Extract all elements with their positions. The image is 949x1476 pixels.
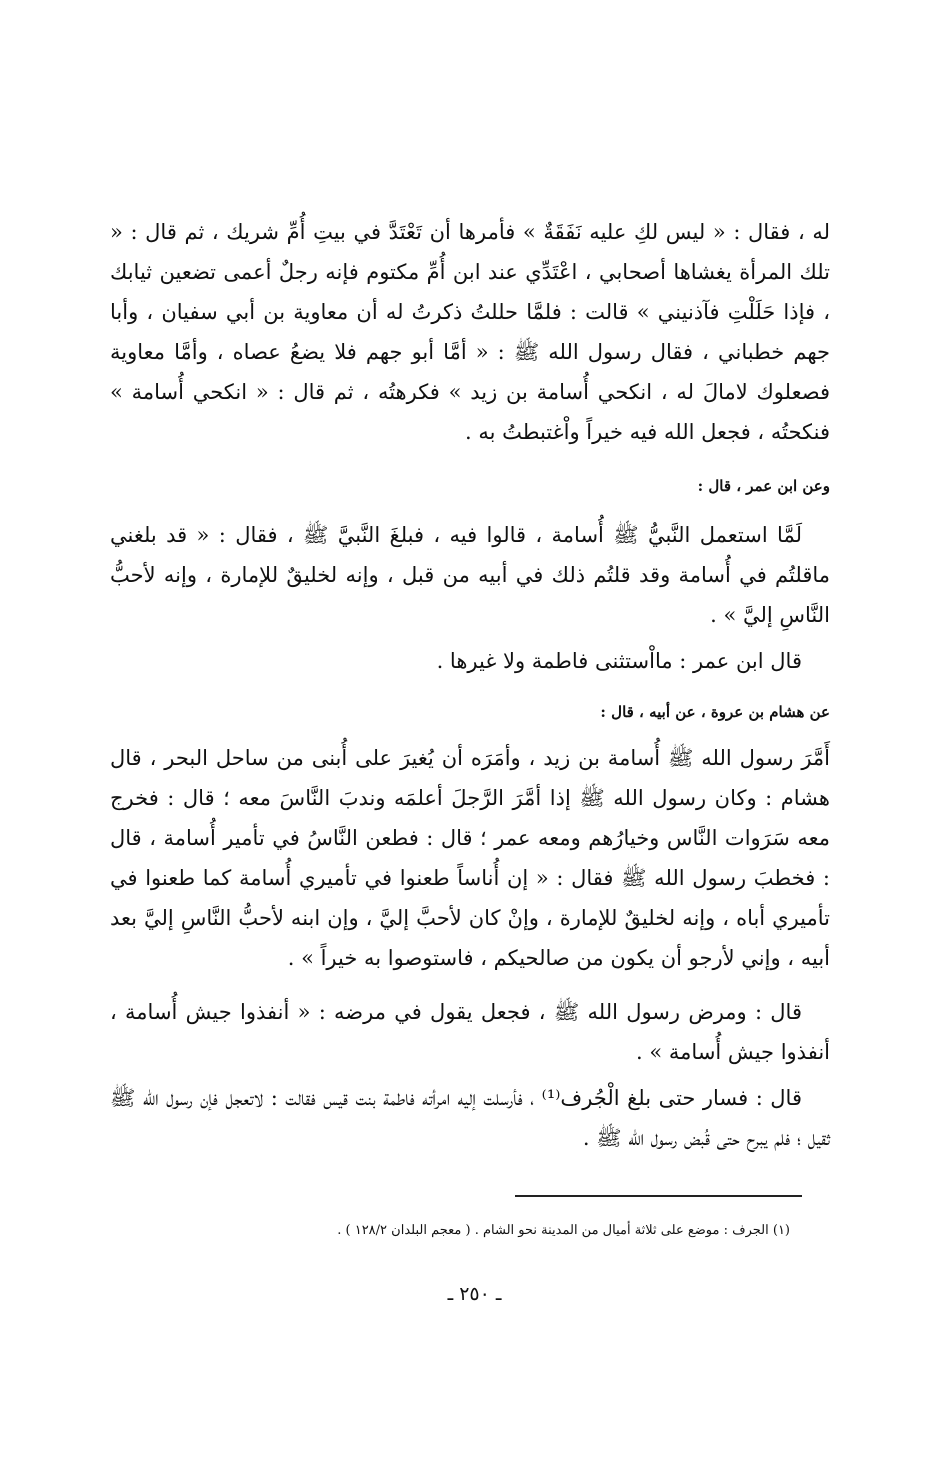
paragraph-jurf: قال : فسار حتى بلغ الْجُرف⁽¹⁾ ، فأرسلت إليه امرأته فاطمة بنت قيس فقالت : لاتعجل فإن رسول الله ﷺ ثقيل ؛ فلم يبرح حتى قُبض رسول الله ﷺ . [110,1086,830,1150]
paragraph-illness: قال : ومرض رسول الله ﷺ ، فجعل يقول في مرضه : « أنفذوا جيش أُسامة ، أنفذوا جيش أُسامة » . [110,1000,830,1064]
paragraph-usama-appointment: لَمَّا استعمل النَّبيُّ ﷺ أُسامة ، قالوا فيه ، فبلغَ النَّبيَّ ﷺ ، فقال : « قد بلغني ماقلتُم في أُسامة وقد قلتُم ذلك في أبيه من قبل ، وإنه لخليقٌ للإمارة ، وإنه لأحبُّ النَّاسِ إليَّ » . [110,523,830,627]
paragraph-fatima-bint-qays: له ، فقال : « ليس لكِ عليه نَفَقَةٌ » فأمرها أن تَعْتَدَّ في بيتِ أُمِّ شريك ، ثم قال : « تلك المرأة يغشاها أصحابي ، اعْتَدِّي عند ابن أُمِّ مكتوم فإنه رجلٌ أعمى تضعين ثيابك ، فإذا حَلَلْتِ فآذنيني » قالت : فلمَّا حللتُ ذكرتُ له أن معاوية بن أبي سفيان ، وأبا جهم خطباني ، فقال رسول الله ﷺ : « أمَّا أبو جهم فلا يضعُ عصاه ، وأمَّا معاوية فصعلوك لامالَ له ، انكحي أُسامة بن زيد » فكرهتُه ، ثم قال : « انكحي أُسامة » فنكحتُه ، فجعل الله فيه خيراً واْغتبطتُ به . [110,220,830,444]
paragraph-ibn-umar-statement: قال ابن عمر : مااْستثنى فاطمة ولا غيرها . [436,649,802,673]
footnote-text: (١) الجرف : موضع على ثلاثة أميال من المدينة نحو الشام . ( معجم البلدان ١٢٨/٢ ) . [337,1223,790,1238]
footnote-divider [515,1195,802,1197]
paragraph-hisham-narration: أَمَّرَ رسول الله ﷺ أُسامة بن زيد ، وأمَرَه أن يُغيرَ على أُبنى من ساحل البحر ، قال هشام : وكان رسول الله ﷺ إذا أمَّرَ الرَّجلَ أعلمَه وندبَ النَّاسَ معه ؛ قال : فخرج معه سَرَوات النَّاس وخيارُهم ومعه عمر ؛ قال : فطعن النَّاسُ في تأمير أُسامة ، قال : فخطبَ رسول الله ﷺ فقال : « إن أُناساً طعنوا في تأميري أُسامة كما طعنوا في تأميري أباه ، وإنه لخليقٌ للإمارة ، وإنْ كان لأحبَّ إليَّ ، وإن ابنه لأحبُّ النَّاسِ إليَّ بعد أبيه ، وإني لأرجو أن يكون من صالحيكم ، فاستوصوا به خيراً » . [110,746,830,970]
page-number: ـ ٢٥٠ ـ [447,1283,502,1305]
section-heading-ibn-umar: وعن ابن عمر ، قال : [697,477,830,495]
section-heading-hisham: عن هشام بن عروة ، عن أبيه ، قال : [600,703,830,721]
